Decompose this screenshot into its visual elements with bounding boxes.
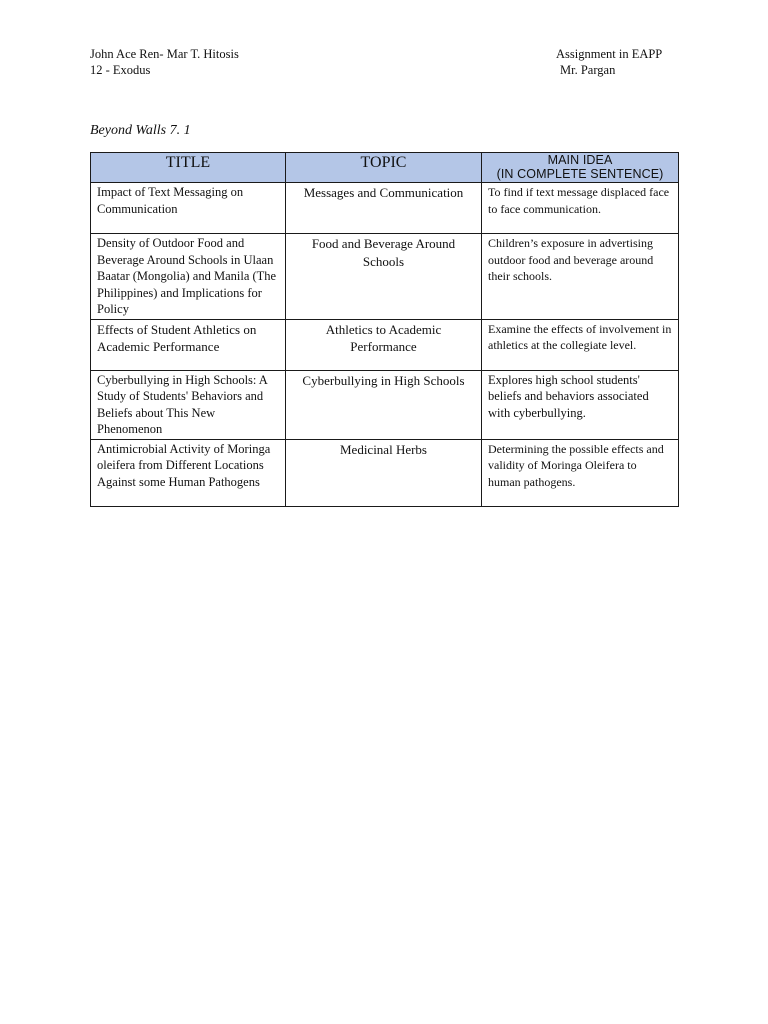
row-main-idea: Determining the possible effects and validity of Moringa Oleifera to human pathogens. xyxy=(482,439,679,506)
table-row xyxy=(91,234,679,320)
teacher-name: Mr. Pargan xyxy=(560,63,616,77)
table-row xyxy=(91,439,679,506)
table-row xyxy=(91,183,679,234)
table-header-row xyxy=(91,153,679,183)
row-title: Effects of Student Athletics on Academic Performance xyxy=(91,319,286,370)
row-topic: Medicinal Herbs xyxy=(286,439,482,506)
row-main-idea: To find if text message displaced face to face communication. xyxy=(482,183,679,234)
student-name: John Ace Ren- Mar T. Hitosis xyxy=(90,47,239,61)
header-main-idea-line2: (IN COMPLETE SENTENCE) xyxy=(496,167,664,181)
section-name: 12 - Exodus xyxy=(90,63,151,77)
header-topic: TOPIC xyxy=(286,153,482,183)
row-title: Antimicrobial Activity of Moringa oleifera from Different Locations Against some Human Pathogens xyxy=(91,439,286,506)
table-row xyxy=(91,370,679,439)
row-main-idea: Explores high school students' beliefs and behaviors associated with cyberbullying. xyxy=(482,370,679,439)
assignment-label: Assignment in EAPP xyxy=(556,47,663,61)
row-title: Cyberbullying in High Schools: A Study of Students' Behaviors and Beliefs about This New Phenomenon xyxy=(91,370,286,439)
row-topic: Food and Beverage Around Schools xyxy=(286,234,482,320)
header-title: TITLE xyxy=(91,153,286,183)
header-main-idea-line1: MAIN IDEA xyxy=(547,153,613,167)
header-right xyxy=(556,46,662,78)
row-title: Density of Outdoor Food and Beverage Around Schools in Ulaan Baatar (Mongolia) and Manila (The Philippines) and Implications for Policy xyxy=(91,234,286,320)
summary-table xyxy=(90,152,679,507)
header-main-idea xyxy=(482,153,679,183)
row-topic: Messages and Communication xyxy=(286,183,482,234)
row-title: Impact of Text Messaging on Communication xyxy=(91,183,286,234)
table-row xyxy=(91,319,679,370)
document-title: Beyond Walls 7. 1 xyxy=(90,123,191,138)
header-left xyxy=(90,46,239,78)
row-main-idea: Children’s exposure in advertising outdoor food and beverage around their schools. xyxy=(482,234,679,320)
row-topic: Athletics to Academic Performance xyxy=(286,319,482,370)
row-topic: Cyberbullying in High Schools xyxy=(286,370,482,439)
row-main-idea: Examine the effects of involvement in athletics at the collegiate level. xyxy=(482,319,679,370)
